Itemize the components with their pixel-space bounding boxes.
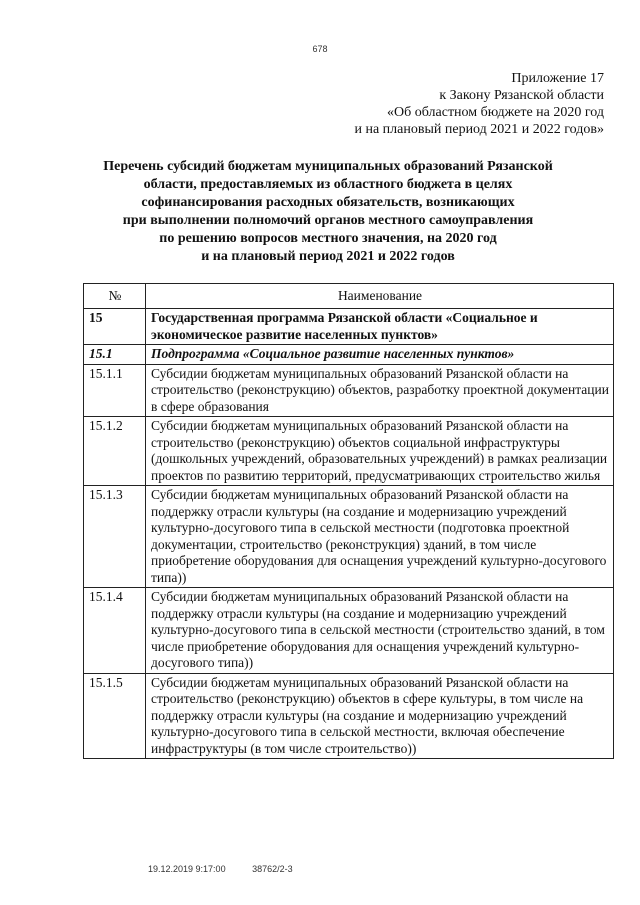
document-title bbox=[64, 158, 592, 266]
row-text: Субсидии бюджетам муниципальных образований Рязанской области на строительство (реконструкцию) объектов, разработку проектной документации в сфере образования bbox=[146, 364, 614, 417]
row-number: 15.1 bbox=[84, 345, 146, 365]
footer-timestamp: 19.12.2019 9:17:00 bbox=[148, 864, 226, 874]
row-text: Государственная программа Рязанской области «Социальное и экономическое развитие населенных пунктов» bbox=[146, 309, 614, 345]
row-text: Субсидии бюджетам муниципальных образований Рязанской области на строительство (реконструкцию) объектов в сфере культуры, в том числе на поддержку отрасли культуры (на создание и модернизацию учреждений культурно-досугового типа в сельской местности, включая обеспечение инфраструктуры (в том числе строительство)) bbox=[146, 673, 614, 759]
table-row bbox=[84, 486, 614, 588]
table-row-subprogram bbox=[84, 345, 614, 365]
footer-doc-id: 38762/2-3 bbox=[252, 864, 293, 874]
row-number: 15.1.1 bbox=[84, 364, 146, 417]
title-line: области, предоставляемых из областного бюджета в целях bbox=[143, 177, 513, 192]
row-text: Субсидии бюджетам муниципальных образований Рязанской области на поддержку отрасли культуры (на создание и модернизацию учреждений культурно-досугового типа в сельской местности (подготовка проектной документации, строительство (реконструкция) зданий, в том числе приобретение оборудования для оснащения учреждений культурно-досугового типа)) bbox=[146, 486, 614, 588]
appendix-line: и на плановый период 2021 и 2022 годов» bbox=[354, 122, 604, 137]
table-row bbox=[84, 673, 614, 759]
appendix-line: Приложение 17 bbox=[511, 71, 604, 86]
row-text: Подпрограмма «Социальное развитие населенных пунктов» bbox=[146, 345, 614, 365]
row-text: Субсидии бюджетам муниципальных образований Рязанской области на поддержку отрасли культуры (на создание и модернизацию учреждений культурно-досугового типа в сельской местности (строительство зданий, в том числе приобретение оборудования для оснащения учреждений культурно-досугового типа)) bbox=[146, 588, 614, 674]
row-number: 15 bbox=[84, 309, 146, 345]
table-row-program bbox=[84, 309, 614, 345]
table-row bbox=[84, 364, 614, 417]
table-row bbox=[84, 588, 614, 674]
appendix-line: «Об областном бюджете на 2020 год bbox=[387, 105, 604, 120]
row-text: Субсидии бюджетам муниципальных образований Рязанской области на строительство (реконструкцию) объектов социальной инфраструктуры (дошкольных учреждений, образовательных учреждений) в рамках реализации проектов по развитию территорий, предусматривающих строительство жилья bbox=[146, 417, 614, 486]
appendix-line: к Закону Рязанской области bbox=[439, 88, 604, 103]
header-number: № bbox=[84, 284, 146, 309]
subsidies-table bbox=[83, 283, 614, 759]
title-line: софинансирования расходных обязательств, возникающих bbox=[141, 195, 515, 210]
title-line: по решению вопросов местного значения, на 2020 год bbox=[159, 231, 497, 246]
page-number: 678 bbox=[312, 44, 328, 54]
footer bbox=[148, 864, 317, 874]
table-header-row bbox=[84, 284, 614, 309]
header-name: Наименование bbox=[146, 284, 614, 309]
table-row bbox=[84, 417, 614, 486]
row-number: 15.1.4 bbox=[84, 588, 146, 674]
title-line: и на плановый период 2021 и 2022 годов bbox=[201, 249, 455, 264]
row-number: 15.1.3 bbox=[84, 486, 146, 588]
title-line: при выполнении полномочий органов местного самоуправления bbox=[122, 213, 534, 228]
appendix-header bbox=[354, 70, 604, 138]
row-number: 15.1.5 bbox=[84, 673, 146, 759]
title-line: Перечень субсидий бюджетам муниципальных образований Рязанской bbox=[103, 159, 553, 174]
row-number: 15.1.2 bbox=[84, 417, 146, 486]
